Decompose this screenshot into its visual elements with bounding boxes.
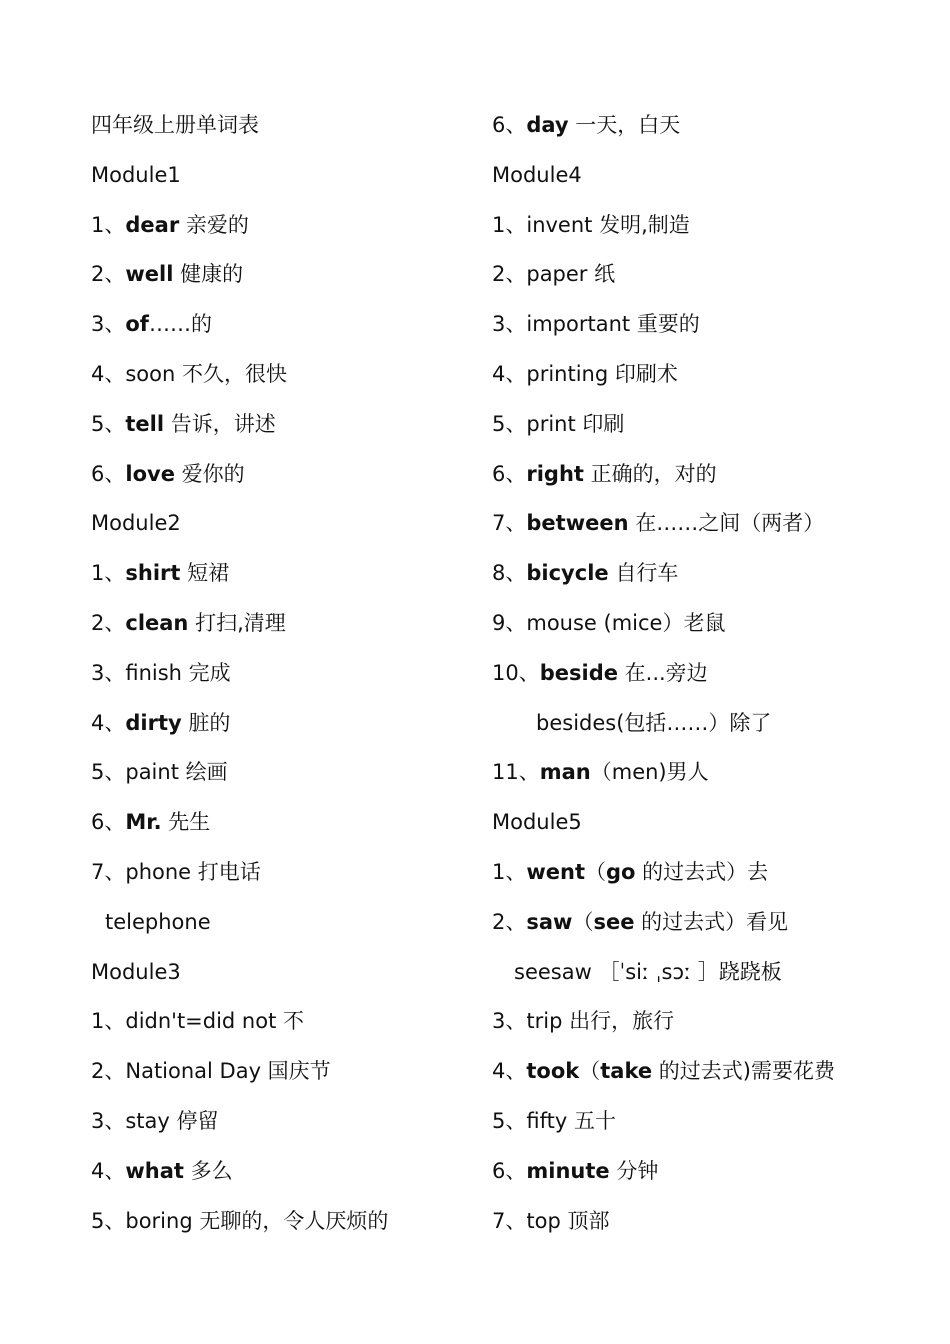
line-text: （ bbox=[585, 860, 607, 884]
word-line bbox=[492, 1004, 674, 1038]
line-text: ……的 bbox=[148, 312, 212, 336]
line-text: Module5 bbox=[492, 810, 582, 834]
vocab-word: minute bbox=[526, 1159, 610, 1183]
word-line bbox=[91, 955, 181, 989]
word-line bbox=[91, 805, 210, 839]
vocab-word: right bbox=[526, 462, 584, 486]
vocab-word: took bbox=[526, 1059, 580, 1083]
line-text: 告诉，讲述 bbox=[164, 412, 276, 436]
line-text: 4、 bbox=[91, 1159, 126, 1183]
vocab-word: dear bbox=[125, 213, 180, 237]
line-text: 亲爱的 bbox=[179, 213, 249, 237]
word-line bbox=[492, 506, 824, 540]
word-line bbox=[91, 1004, 304, 1038]
vocab-word: beside bbox=[539, 661, 618, 685]
word-line bbox=[105, 905, 211, 939]
line-text: 2、 bbox=[91, 611, 126, 635]
line-text: 9、mouse (mice）老鼠 bbox=[492, 611, 726, 635]
vocab-word: shirt bbox=[125, 561, 181, 585]
vocab-word: went bbox=[526, 860, 586, 884]
line-text: 3、stay 停留 bbox=[91, 1109, 219, 1133]
word-line bbox=[91, 1054, 331, 1088]
line-text: 在...旁边 bbox=[617, 661, 708, 685]
vocab-word: Mr. bbox=[125, 810, 162, 834]
line-text: 的过去式)需要花费 bbox=[652, 1059, 835, 1083]
word-line bbox=[91, 556, 229, 590]
word-line bbox=[492, 1204, 609, 1238]
line-text: 5、paint 绘画 bbox=[91, 760, 228, 784]
vocab-word: see bbox=[593, 910, 635, 934]
word-line bbox=[492, 158, 582, 192]
line-text: 2、 bbox=[492, 910, 527, 934]
vocab-word: go bbox=[606, 860, 636, 884]
line-text: 分钟 bbox=[609, 1159, 659, 1183]
word-line bbox=[536, 706, 771, 740]
word-line bbox=[91, 257, 243, 291]
word-line bbox=[91, 208, 249, 242]
word-line bbox=[91, 457, 245, 491]
line-text: 1、 bbox=[492, 860, 527, 884]
word-line bbox=[91, 506, 181, 540]
word-line bbox=[492, 656, 708, 690]
word-line bbox=[492, 755, 709, 789]
line-text: 6、 bbox=[91, 462, 126, 486]
line-text: 3、important 重要的 bbox=[492, 312, 700, 336]
line-text: 8、 bbox=[492, 561, 527, 585]
line-text: 一天，白天 bbox=[568, 113, 681, 137]
vocab-word: bicycle bbox=[526, 561, 609, 585]
word-line bbox=[492, 407, 624, 441]
line-text: 短裙 bbox=[180, 561, 230, 585]
word-line bbox=[91, 656, 231, 690]
word-line bbox=[91, 307, 212, 341]
word-line bbox=[492, 1104, 616, 1138]
word-line bbox=[492, 257, 615, 291]
line-text: 4、printing 印刷术 bbox=[492, 362, 678, 386]
line-text: 5、 bbox=[91, 412, 126, 436]
line-text: 的过去式）去 bbox=[635, 860, 769, 884]
word-line bbox=[492, 307, 700, 341]
word-line bbox=[492, 606, 725, 640]
line-text: 11、 bbox=[492, 760, 540, 784]
word-line bbox=[91, 755, 228, 789]
line-text: 4、 bbox=[492, 1059, 527, 1083]
word-line bbox=[492, 805, 582, 839]
word-line bbox=[492, 208, 690, 242]
line-text: 2、 bbox=[91, 262, 126, 286]
vocab-word: man bbox=[539, 760, 591, 784]
line-text: Module2 bbox=[91, 511, 181, 535]
line-text: besides(包括……）除了 bbox=[536, 711, 772, 735]
line-text: Module3 bbox=[91, 960, 181, 984]
line-text: 正确的，对的 bbox=[583, 462, 717, 486]
word-line bbox=[91, 407, 276, 441]
line-text: 1、invent 发明,制造 bbox=[492, 213, 690, 237]
line-text: 打扫,清理 bbox=[188, 611, 286, 635]
line-text: 3、 bbox=[91, 312, 126, 336]
vocab-word: what bbox=[125, 1159, 184, 1183]
line-text: 10、 bbox=[492, 661, 540, 685]
line-text: 6、 bbox=[492, 1159, 527, 1183]
word-line bbox=[492, 457, 717, 491]
word-line bbox=[91, 706, 230, 740]
vocab-word: clean bbox=[125, 611, 189, 635]
line-text: 自行车 bbox=[608, 561, 679, 585]
line-text: 4、soon 不久，很快 bbox=[91, 362, 287, 386]
line-text: 2、paper 纸 bbox=[492, 262, 616, 286]
word-line bbox=[492, 1154, 658, 1188]
vocab-word: love bbox=[125, 462, 175, 486]
line-text: 5、boring 无聊的，令人厌烦的 bbox=[91, 1209, 389, 1233]
line-text: 四年级上册单词表 bbox=[91, 113, 259, 137]
line-text: 健康的 bbox=[173, 262, 244, 286]
line-text: Module4 bbox=[492, 163, 582, 187]
word-line bbox=[492, 1054, 835, 1088]
line-text: 1、 bbox=[91, 561, 126, 585]
line-text: seesaw ［ˈsiː ˌsɔː ］跷跷板 bbox=[514, 960, 782, 984]
word-line bbox=[492, 556, 678, 590]
vocab-word: day bbox=[526, 113, 569, 137]
line-text: 5、fifty 五十 bbox=[492, 1109, 616, 1133]
line-text: 1、 bbox=[91, 213, 126, 237]
word-line bbox=[91, 108, 259, 142]
line-text: 3、finish 完成 bbox=[91, 661, 231, 685]
line-text: 脏的 bbox=[181, 711, 231, 735]
line-text: 7、phone 打电话 bbox=[91, 860, 261, 884]
vocab-word: dirty bbox=[125, 711, 182, 735]
word-line bbox=[91, 1204, 388, 1238]
line-text: 多么 bbox=[183, 1159, 233, 1183]
line-text: 3、trip 出行，旅行 bbox=[492, 1009, 675, 1033]
vocab-word: take bbox=[600, 1059, 653, 1083]
line-text: 爱你的 bbox=[174, 462, 245, 486]
line-text: 在……之间（两者） bbox=[628, 511, 825, 535]
line-text: 6、 bbox=[492, 462, 527, 486]
vocab-word: between bbox=[526, 511, 629, 535]
word-line bbox=[91, 158, 181, 192]
word-line bbox=[492, 108, 680, 142]
line-text: 6、 bbox=[492, 113, 527, 137]
vocab-word: well bbox=[125, 262, 174, 286]
word-line bbox=[91, 357, 287, 391]
line-text: 4、 bbox=[91, 711, 126, 735]
word-line bbox=[91, 855, 261, 889]
line-text: 2、National Day 国庆节 bbox=[91, 1059, 331, 1083]
vocab-word: tell bbox=[125, 412, 165, 436]
word-line bbox=[492, 905, 788, 939]
line-text: 1、didn't=did not 不 bbox=[91, 1009, 305, 1033]
line-text: （ bbox=[572, 910, 594, 934]
word-line bbox=[91, 1104, 219, 1138]
word-line bbox=[514, 955, 782, 989]
line-text: telephone bbox=[105, 910, 211, 934]
line-text: 5、print 印刷 bbox=[492, 412, 625, 436]
line-text: （ bbox=[579, 1059, 601, 1083]
line-text: 7、 bbox=[492, 511, 527, 535]
vocab-word: saw bbox=[526, 910, 573, 934]
word-line bbox=[91, 606, 286, 640]
line-text: 7、top 顶部 bbox=[492, 1209, 610, 1233]
vocab-word: of bbox=[125, 312, 149, 336]
line-text: 先生 bbox=[161, 810, 211, 834]
word-line bbox=[492, 855, 768, 889]
word-line bbox=[492, 357, 678, 391]
line-text: 6、 bbox=[91, 810, 126, 834]
word-line bbox=[91, 1154, 233, 1188]
line-text: Module1 bbox=[91, 163, 181, 187]
line-text: 的过去式）看见 bbox=[634, 910, 789, 934]
line-text: （men)男人 bbox=[590, 760, 709, 784]
